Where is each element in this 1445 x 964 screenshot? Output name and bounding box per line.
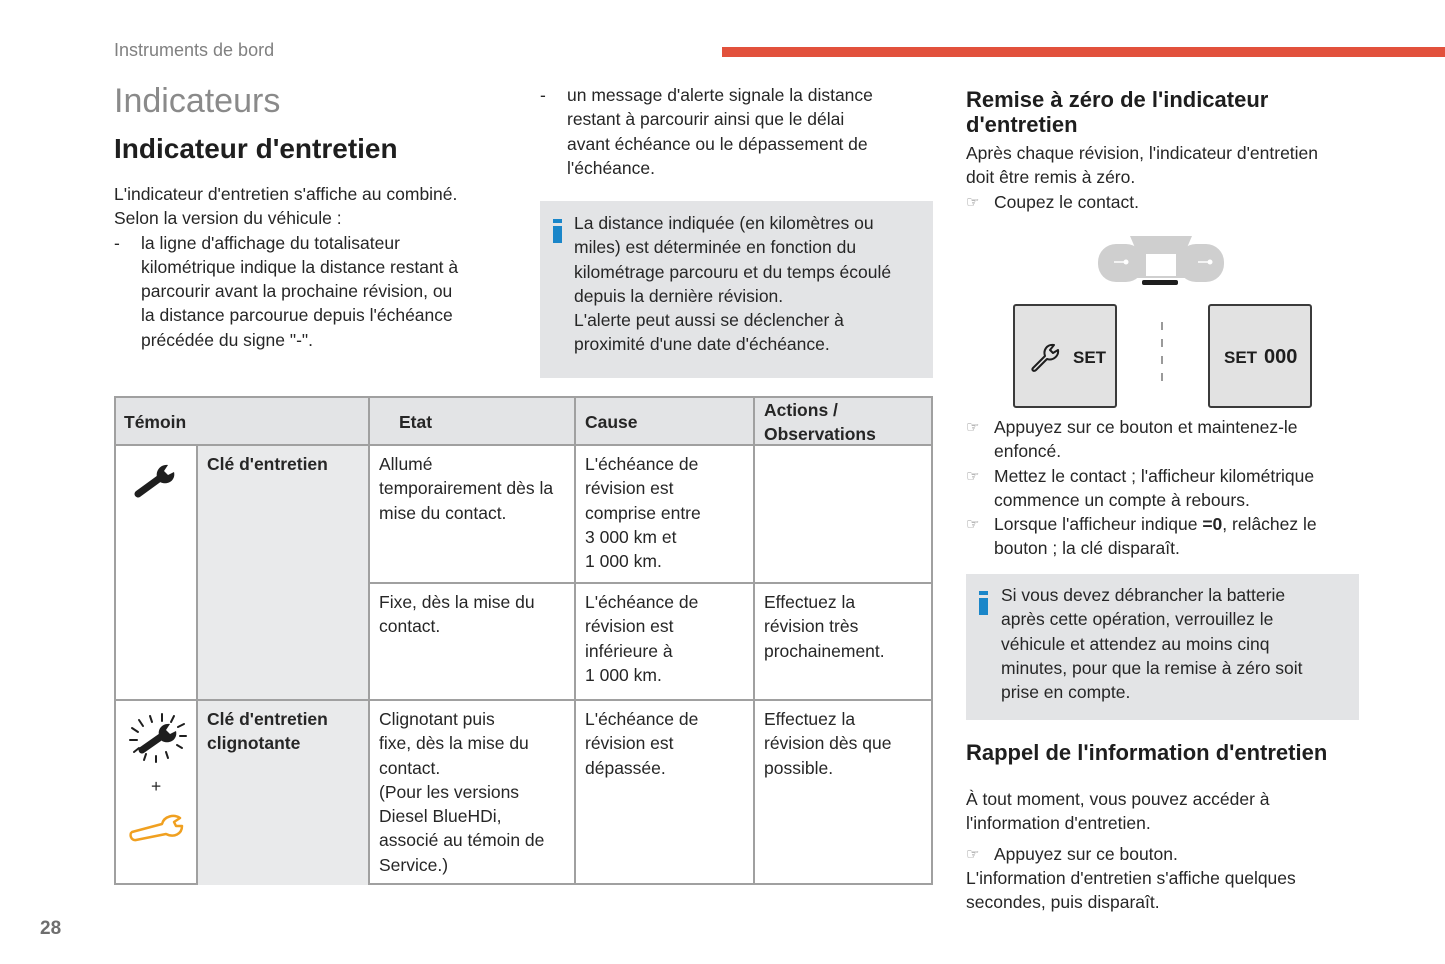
text-line: L'alerte peut aussi se déclencher à xyxy=(574,310,844,331)
text-line: clignotante xyxy=(207,733,301,754)
text-line: Appuyez sur ce bouton. xyxy=(994,843,1178,864)
reset-heading xyxy=(966,87,1268,137)
text-line: L'échéance de xyxy=(585,709,699,729)
intro-line: Selon la version du véhicule : xyxy=(114,208,342,229)
intro-line: L'indicateur d'entretien s'affiche au combiné. xyxy=(114,184,458,204)
text-line: restant à parcourir ainsi que le délai xyxy=(567,109,845,130)
row-divider xyxy=(370,582,931,584)
text-line: l'échéance. xyxy=(567,157,655,178)
cell-etat xyxy=(379,452,553,525)
hand-pointer-icon: ☞ xyxy=(966,845,980,863)
info-box-distance xyxy=(540,201,933,378)
zero-value: =0 xyxy=(1202,514,1223,535)
text-line: La distance indiquée (en kilomètres ou xyxy=(574,213,874,233)
text-line: Allumé xyxy=(379,454,433,474)
text-line: Clignotant puis xyxy=(379,709,495,729)
text-line: secondes, puis disparaît. xyxy=(966,892,1160,913)
step-item xyxy=(966,512,1356,561)
wrench-icon xyxy=(134,460,180,500)
text-line xyxy=(994,512,1356,536)
cell-actions xyxy=(764,707,891,780)
text-line: À tout moment, vous pouvez accéder à xyxy=(966,789,1270,809)
header-accent-bar xyxy=(722,47,1445,57)
column-divider xyxy=(368,398,370,885)
text-line: enfoncé. xyxy=(994,441,1062,462)
text-line: précédée du signe "-". xyxy=(141,329,313,350)
dash-list-item xyxy=(540,83,920,180)
name-column-bg xyxy=(198,446,370,701)
text-line: Diesel BlueHDi, xyxy=(379,806,502,827)
text-line: fixe, dès la mise du xyxy=(379,733,529,754)
text-line: révision est xyxy=(585,616,674,637)
cell-actions xyxy=(764,590,885,663)
text-line: Clé d'entretien xyxy=(207,709,328,729)
text-line: Effectuez la xyxy=(764,709,856,729)
text-line: mise du contact. xyxy=(379,502,507,523)
text-line: Coupez le contact. xyxy=(994,191,1139,212)
counter-value: 000 xyxy=(1264,346,1298,368)
text-line: possible. xyxy=(764,757,834,778)
column-divider xyxy=(574,398,576,885)
text-line: L'échéance de xyxy=(585,454,699,474)
set-button-wrench[interactable] xyxy=(1013,304,1117,408)
header-temoin: Témoin xyxy=(124,412,187,432)
text-line: 1 000 km. xyxy=(585,664,662,685)
text-line: (Pour les versions xyxy=(379,781,520,802)
text-line: contact. xyxy=(379,616,441,637)
hand-pointer-icon: ☞ xyxy=(966,193,980,211)
reset-intro xyxy=(966,141,1356,214)
info-box-battery xyxy=(966,574,1359,720)
text-line: 3 000 km et xyxy=(585,526,677,547)
text-line: dépassée. xyxy=(585,757,666,778)
info-text xyxy=(1001,583,1351,704)
text-line: Après chaque révision, l'indicateur d'entretien xyxy=(966,143,1319,163)
cell-cause xyxy=(585,707,698,780)
set-label: SET xyxy=(1224,348,1258,367)
intro-paragraph xyxy=(114,182,494,352)
hand-pointer-icon: ☞ xyxy=(966,467,980,485)
text-line: proximité d'une date d'échéance. xyxy=(574,334,830,355)
cell-etat xyxy=(379,707,544,877)
text-fragment: , relâchez le xyxy=(1222,514,1317,535)
page-subtitle: Indicateur d'entretien xyxy=(114,133,398,164)
dash-bullet: - xyxy=(540,85,546,105)
header-cause: Cause xyxy=(585,412,638,432)
text-line: parcourir avant la prochaine révision, ou xyxy=(141,281,453,302)
step-item xyxy=(966,415,1356,464)
text-line: révision est xyxy=(585,478,674,499)
reset-steps xyxy=(966,415,1356,561)
header-actions xyxy=(764,398,876,446)
dashed-separator xyxy=(1160,322,1164,388)
text-line: l'information d'entretien. xyxy=(966,813,1151,834)
instrument-cluster-icon xyxy=(1096,232,1226,288)
text-line: révision dès que xyxy=(764,733,892,754)
cell-etat xyxy=(379,590,535,639)
text-line: temporairement dès la xyxy=(379,478,554,499)
text-line: prochainement. xyxy=(764,640,885,661)
text-fragment: Lorsque l'afficheur indique xyxy=(994,514,1203,535)
step-item xyxy=(966,842,1356,866)
column-divider xyxy=(196,446,198,885)
text-line: L'information d'entretien s'affiche quelques xyxy=(966,867,1296,888)
indicator-table xyxy=(114,396,933,885)
text-line: véhicule et attendez au moins cinq xyxy=(1001,633,1270,654)
text-line: miles) est déterminée en fonction du xyxy=(574,237,857,258)
row-name xyxy=(207,707,328,756)
text-line: Remise à zéro de l'indicateur xyxy=(966,87,1269,112)
text-line: doit être remis à zéro. xyxy=(966,167,1136,188)
step-item xyxy=(966,190,1356,214)
reset-diagram xyxy=(1000,230,1330,415)
hand-pointer-icon: ☞ xyxy=(966,419,980,436)
text-line: Service.) xyxy=(379,854,449,875)
text-line: associé au témoin de xyxy=(379,830,545,851)
dash-bullet: - xyxy=(114,232,120,253)
text-line: kilométrage parcouru et du temps écoulé xyxy=(574,261,892,282)
service-wrench-icon xyxy=(128,812,186,842)
text-line: Observations xyxy=(764,424,876,444)
set-label: SET xyxy=(1073,348,1107,367)
text-line: 1 000 km. xyxy=(585,551,662,572)
alert-message-item xyxy=(540,83,920,180)
text-line: un message d'alerte signale la distance xyxy=(567,85,873,105)
row-divider xyxy=(116,699,931,701)
column-divider xyxy=(753,398,755,885)
flashing-wrench-icon xyxy=(124,710,190,768)
set-button-zero[interactable] xyxy=(1208,304,1312,408)
text-line: commence un compte à rebours. xyxy=(994,489,1250,510)
text-line: Si vous devez débrancher la batterie xyxy=(1001,585,1286,605)
text-line: Mettez le contact ; l'afficheur kilométrique xyxy=(994,465,1315,486)
recall-body xyxy=(966,787,1356,914)
running-header: Instruments de bord xyxy=(114,40,275,60)
text-line: Appuyez sur ce bouton et maintenez-le xyxy=(994,417,1298,437)
step-item xyxy=(966,464,1356,513)
text-line: d'entretien xyxy=(966,112,1078,137)
row-name: Clé d'entretien xyxy=(207,454,328,474)
text-line: comprise entre xyxy=(585,502,701,523)
text-line: révision très xyxy=(764,616,859,637)
text-line: Effectuez la xyxy=(764,592,856,612)
text-line: révision est xyxy=(585,733,674,754)
page-number: 28 xyxy=(40,918,62,939)
text-line: après cette opération, verrouillez le xyxy=(1001,609,1274,630)
plus-sign: + xyxy=(151,776,162,796)
text-line: Fixe, dès la mise du xyxy=(379,592,535,612)
table-header xyxy=(116,398,931,446)
text-line: kilométrique indique la distance restant à xyxy=(141,256,459,277)
text-line: depuis la dernière révision. xyxy=(574,285,784,306)
dash-list-item xyxy=(114,231,494,352)
text-line: avant échéance ou le dépassement de xyxy=(567,133,868,154)
header-etat: Etat xyxy=(399,412,433,432)
text-line: minutes, pour que la remise à zéro soit xyxy=(1001,657,1303,678)
text-line: la distance parcourue depuis l'échéance xyxy=(141,305,453,326)
text-line: contact. xyxy=(379,757,441,778)
cell-cause xyxy=(585,590,698,687)
hand-pointer-icon: ☞ xyxy=(966,516,980,534)
text-line: bouton ; la clé disparaît. xyxy=(994,538,1180,559)
cell-cause xyxy=(585,452,701,573)
recall-heading: Rappel de l'information d'entretien xyxy=(966,740,1328,765)
text-line: la ligne d'affichage du totalisateur xyxy=(141,232,400,253)
text-line: Actions / xyxy=(764,400,838,420)
wrench-outline-icon xyxy=(1029,342,1061,372)
section-title: Indicateurs xyxy=(114,82,281,120)
text-line: inférieure à xyxy=(585,640,673,661)
text-line: L'échéance de xyxy=(585,592,699,612)
info-text xyxy=(574,211,924,357)
text-line: prise en compte. xyxy=(1001,682,1131,703)
